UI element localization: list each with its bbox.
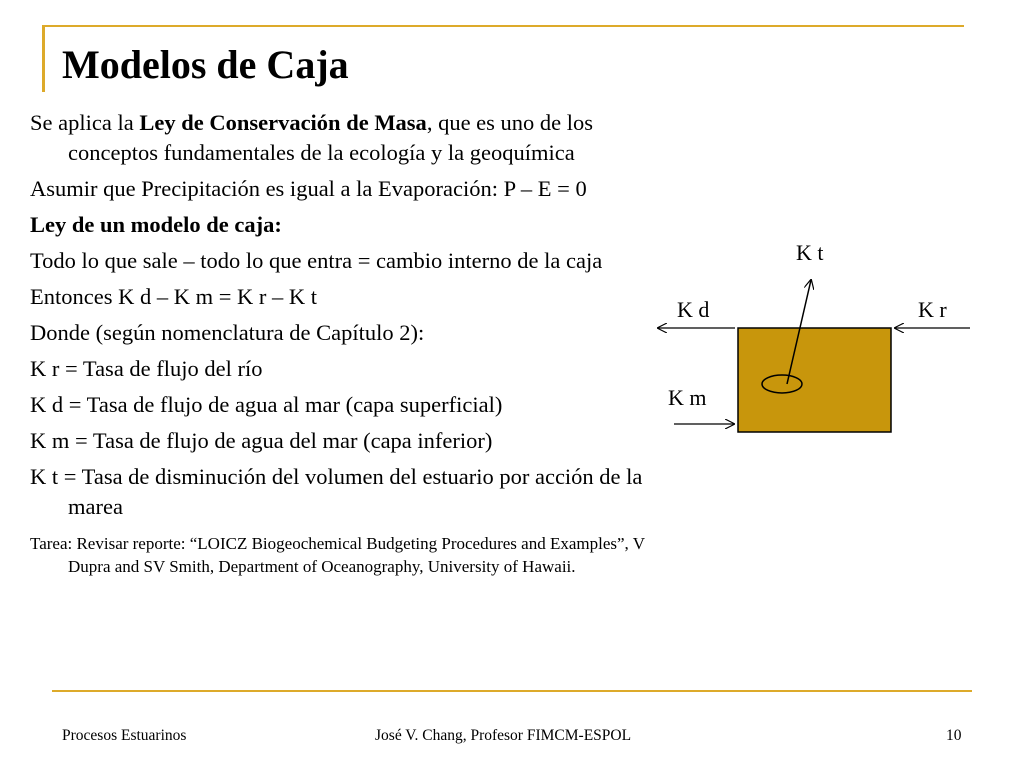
footer-author: José V. Chang, Profesor FIMCM-ESPOL	[375, 727, 632, 744]
bullet-km: K m = Tasa de flujo de agua del mar (capa inferior)	[30, 428, 493, 453]
bullet-nomenclature: Donde (según nomenclatura de Capítulo 2):	[30, 320, 425, 345]
footer-course: Procesos Estuarinos	[62, 727, 187, 744]
bullet-kd: K d = Tasa de flujo de agua al mar (capa superficial)	[30, 392, 503, 417]
bullet-kr: K r = Tasa de flujo del río	[30, 356, 263, 381]
bullet-bold-text: Ley de Conservación de Masa	[139, 110, 427, 135]
label-kr: K r	[918, 297, 947, 322]
slide-title: Modelos de Caja	[62, 42, 349, 87]
bullet-text: , que es uno de los conceptos fundamentales de la ecología y la geoquímica	[68, 110, 594, 165]
bullet-balance: Todo lo que sale – todo lo que entra = cambio interno de la caja	[30, 248, 603, 273]
label-kd: K d	[677, 297, 710, 322]
bullet-kt: K t = Tasa de disminución del volumen del estuario por acción de la marea	[30, 464, 643, 519]
bullet-text: Se aplica la	[30, 110, 140, 135]
footer-page-number: 10	[946, 727, 962, 744]
task-note: Tarea: Revisar reporte: “LOICZ Biogeochemical Budgeting Procedures and Examples”, V Dupra and SV Smith, Department of Oceanography, University of Hawaii.	[30, 534, 645, 576]
estuary-box	[738, 328, 891, 432]
bullet-precipitation: Asumir que Precipitación es igual a la Evaporación: P – E = 0	[30, 176, 587, 201]
label-km: K m	[668, 385, 707, 410]
bullet-equation: Entonces K d – K m = K r – K t	[30, 284, 318, 309]
label-kt: K t	[796, 240, 824, 265]
bullet-bold-text: Ley de un modelo de caja:	[30, 212, 282, 237]
